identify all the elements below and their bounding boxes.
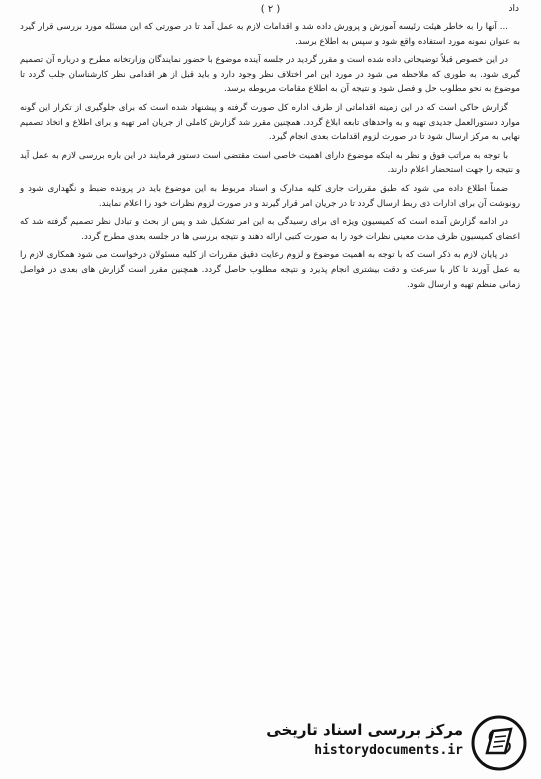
paragraph: در ادامه گزارش آمده است که کمیسیون ویژه ای برای رسیدگی به این امر تشکیل شد و پس از بحث و تبادل نظر تصمیم گرفته شد که اعضای کمیسیون ظرف مدت معینی نظرات خود را به صورت کتبی ارائه دهند و نتیجه بررسی ها در جلسه بعدی مطرح گردد. [20, 217, 520, 242]
watermark-url: historydocuments.ir [314, 743, 463, 758]
paragraph: گزارش حاکی است که در این زمینه اقداماتی از طرف اداره کل صورت گرفته و پیشنهاد شده است که برای جلوگیری از تکرار این گونه موارد دستورالعمل جدیدی تهیه و به واحدهای تابعه ابلاغ گردد. همچنین مقرر شد گزارش کاملی از جریان امر تهیه و برای اطلاع و اتخاذ تصمیم نهایی به مرکز ارسال شود تا در صورت لزوم اقدامات بعدی انجام گیرد. [20, 102, 520, 143]
corner-mark: داد [508, 4, 519, 14]
paragraph: در پایان لازم به ذکر است که با توجه به اهمیت موضوع و لزوم رعایت دقیق مقررات از کلیه مسئولان درخواست می شود همکاری لازم را به عمل آورند تا کار با سرعت و دقت بیشتری انجام پذیرد و نتیجه مطلوب حاصل گردد. همچنین مقرر است گزارش های بعدی در فواصل زمانی منظم تهیه و ارسال شود. [20, 250, 520, 290]
page-number: ( ۲ ) [260, 4, 281, 15]
document-body [20, 20, 520, 292]
paragraph: با توجه به مراتب فوق و نظر به اینکه موضوع دارای اهمیت خاصی است مقتضی است دستور فرمایند در این باره بررسی لازم به عمل آید و نتیجه را جهت استحضار اعلام دارند. [20, 150, 520, 176]
watermark-brand: مرکز بررسی اسناد تاریخی [266, 721, 463, 739]
paragraph: ... آنها را به خاطر هیئت رئیسه آموزش و پرورش داده شد و اقدامات لازم به عمل آمد تا در صورتی که این مسئله مورد بررسی قرار گیرد به عنوان نمونه مورد استفاده واقع شود و سپس به اطلاع برسد. [20, 22, 520, 47]
paragraph: ضمناً اطلاع داده می شود که طبق مقررات جاری کلیه مدارک و اسناد مربوط به این موضوع باید در پرونده ضبط و نگهداری شود و رونوشت آن برای ادارات ذی ربط ارسال گردد تا در جریان امر قرار گیرند و در صورت لزوم نظرات خود را اعلام نمایند. [20, 183, 520, 209]
paragraph: در این خصوص قبلاً توضیحاتی داده شده است و مقرر گردید در جلسه آینده موضوع با حضور نمایندگان وزارتخانه مطرح و درباره آن تصمیم گیری شود. به طوری که ملاحظه می شود در مورد این امر اختلاف نظر وجود دارد و باید قبل از هر اقدامی نظر کارشناسان جلب گردد تا موضوع به نحو مطلوب حل و فصل شود و نتیجه آن به اطلاع مقامات مربوطه برسد. [20, 55, 520, 95]
watermark [247, 713, 527, 773]
scroll-logo-icon [471, 715, 527, 771]
